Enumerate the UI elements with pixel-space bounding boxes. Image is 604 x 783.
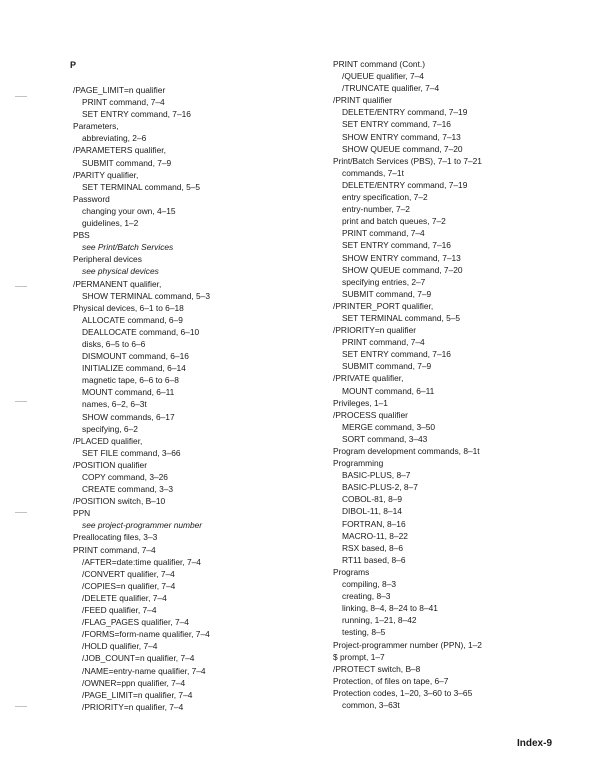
index-subentry: MACRO-11, 8–22 (342, 530, 408, 541)
index-subentry: SET ENTRY command, 7–16 (342, 240, 451, 251)
index-subentry: DEALLOCATE command, 6–10 (82, 326, 200, 337)
index-entry: /PRIVATE qualifier, (333, 373, 404, 384)
page-number: Index-9 (517, 738, 553, 749)
index-subentry: specifying entries, 2–7 (342, 276, 426, 287)
index-subentry: entry-number, 7–2 (342, 204, 410, 215)
index-subentry: DELETE/ENTRY command, 7–19 (342, 107, 468, 118)
index-subentry: INITIALIZE command, 6–14 (82, 363, 186, 374)
index-subentry: SET ENTRY command, 7–16 (342, 119, 451, 130)
index-subentry: /DELETE qualifier, 7–4 (82, 592, 167, 603)
index-entry: Protection, of files on tape, 6–7 (333, 675, 449, 686)
scan-mark (15, 96, 27, 97)
index-subentry: PRINT command, 7–4 (342, 337, 425, 348)
index-subentry: specifying, 6–2 (82, 423, 138, 434)
index-subentry: SUBMIT command, 7–9 (342, 361, 432, 372)
index-subentry: BASIC-PLUS, 8–7 (342, 470, 411, 481)
index-entry: Peripheral devices (73, 254, 142, 265)
index-entry: Programs (333, 566, 370, 577)
scan-mark (15, 706, 27, 707)
index-subentry: COPY command, 3–26 (82, 472, 168, 482)
index-subentry: SHOW ENTRY command, 7–13 (342, 252, 461, 263)
index-entry: Privileges, 1–1 (333, 397, 388, 408)
index-subentry: running, 1–21, 8–42 (342, 615, 417, 626)
index-entry: /PRINT qualifier (333, 95, 392, 106)
index-entry: Program development commands, 8–1t (333, 446, 480, 456)
index-subentry: SUBMIT command, 7–9 (342, 288, 432, 299)
index-subentry: linking, 8–4, 8–24 to 8–41 (342, 603, 438, 614)
index-subentry: testing, 8–5 (342, 627, 386, 638)
index-subentry: SET ENTRY command, 7–16 (342, 349, 451, 360)
index-subentry: see physical devices (82, 266, 159, 277)
index-entry: Preallocating files, 3–3 (73, 532, 158, 543)
index-subentry: MOUNT command, 6–11 (342, 385, 435, 396)
index-subentry: disks, 6–5 to 6–6 (82, 338, 146, 349)
index-subentry: common, 3–63t (342, 699, 400, 710)
index-entry: PRINT command, 7–4 (73, 544, 156, 555)
index-subentry: print and batch queues, 7–2 (342, 216, 446, 227)
index-subentry: SHOW QUEUE command, 7–20 (342, 143, 463, 154)
index-entry: Project-programmer number (PPN), 1–2 (333, 639, 482, 650)
index-subentry: /CONVERT qualifier, 7–4 (82, 568, 175, 579)
index-subentry: SHOW QUEUE command, 7–20 (342, 264, 463, 275)
index-entry: /PARAMETERS qualifier, (73, 145, 166, 156)
index-subentry: magnetic tape, 6–6 to 6–8 (82, 375, 179, 386)
index-subentry: /FLAG_PAGES qualifier, 7–4 (82, 617, 189, 628)
index-subentry: /JOB_COUNT=n qualifier, 7–4 (82, 653, 195, 664)
index-subentry: PRINT command, 7–4 (342, 228, 425, 239)
index-entry: /PRINTER_PORT qualifier, (333, 300, 434, 311)
index-entry: Protection codes, 1–20, 3–60 to 3–65 (333, 687, 473, 698)
index-subentry: SET TERMINAL command, 5–5 (82, 181, 201, 192)
index-subentry: DELETE/ENTRY command, 7–19 (342, 179, 468, 190)
index-subentry: see project-programmer number (82, 520, 203, 531)
index-subentry: MOUNT command, 6–11 (82, 387, 175, 398)
index-entry: Print/Batch Services (PBS), 7–1 to 7–21 (333, 155, 482, 166)
index-entry: /PROCESS qualifier (333, 409, 408, 420)
index-subentry: /AFTER=date:time qualifier, 7–4 (82, 556, 201, 567)
index-entry: $ prompt, 1–7 (333, 651, 385, 662)
index-subentry: BASIC-PLUS-2, 8–7 (342, 482, 418, 493)
index-subentry: guidelines, 1–2 (82, 218, 139, 229)
index-subentry: DIBOL-11, 8–14 (342, 506, 402, 517)
index-subentry: CREATE command, 3–3 (82, 484, 174, 495)
index-subentry: PRINT command, 7–4 (82, 97, 165, 108)
index-subentry: names, 6–2, 6–3t (82, 399, 147, 410)
index-subentry: DISMOUNT command, 6–16 (82, 351, 189, 362)
index-entry: PRINT command (Cont.) (333, 59, 425, 69)
index-entry: /PLACED qualifier, (73, 435, 143, 446)
index-entry: Physical devices, 6–1 to 6–18 (73, 302, 184, 313)
index-subentry: abbreviating, 2–6 (82, 133, 147, 144)
index-subentry: /FEED qualifier, 7–4 (82, 605, 157, 616)
index-subentry: COBOL-81, 8–9 (342, 494, 403, 505)
index-subentry: SHOW TERMINAL command, 5–3 (82, 290, 210, 301)
index-subentry: SUBMIT command, 7–9 (82, 157, 172, 168)
index-subentry: compiling, 8–3 (342, 579, 397, 590)
index-subentry: commands, 7–1t (342, 167, 404, 178)
index-entry: PPN (73, 508, 91, 519)
index-entry: /POSITION qualifier (73, 459, 148, 470)
index-entry: /PERMANENT qualifier, (73, 278, 162, 289)
index-subentry: /HOLD qualifier, 7–4 (82, 641, 158, 652)
index-subentry: SET ENTRY command, 7–16 (82, 109, 191, 120)
index-entry: /PRIORITY=n qualifier (333, 325, 417, 336)
index-subentry: RT11 based, 8–6 (342, 554, 406, 565)
scan-mark (15, 286, 27, 287)
index-subentry: SHOW commands, 6–17 (82, 411, 175, 422)
index-entry: Parameters, (73, 121, 119, 132)
index-entry: /PAGE_LIMIT=n qualifier (73, 85, 166, 95)
index-subentry: /TRUNCATE qualifier, 7–4 (342, 83, 440, 94)
index-subentry: creating, 8–3 (342, 591, 391, 602)
index-subentry: SET TERMINAL command, 5–5 (342, 312, 461, 323)
index-subentry: SET FILE command, 3–66 (82, 447, 181, 458)
index-entry: Password (73, 193, 110, 204)
index-subentry: /PAGE_LIMIT=n qualifier, 7–4 (82, 689, 193, 700)
index-subentry: MERGE command, 3–50 (342, 421, 436, 432)
index-subentry: see Print/Batch Services (82, 242, 174, 253)
index-subentry: /COPIES=n qualifier, 7–4 (82, 580, 176, 591)
index-column-right (333, 58, 482, 711)
index-entry: /PROTECT switch, B–8 (333, 663, 421, 674)
index-subentry: RSX based, 8–6 (342, 542, 403, 553)
scan-mark (15, 401, 27, 402)
index-subentry: /NAME=entry-name qualifier, 7–4 (82, 665, 206, 676)
index-subentry: /PRIORITY=n qualifier, 7–4 (82, 701, 184, 712)
index-entry: PBS (73, 230, 90, 241)
index-subentry: /QUEUE qualifier, 7–4 (342, 71, 424, 82)
scan-mark (15, 512, 27, 513)
index-subentry: SORT command, 3–43 (342, 433, 428, 444)
index-subentry: /FORMS=form-name qualifier, 7–4 (82, 629, 210, 640)
index-subentry: /OWNER=ppn qualifier, 7–4 (82, 677, 186, 688)
index-subentry: FORTRAN, 8–16 (342, 518, 406, 529)
index-subentry: entry specification, 7–2 (342, 192, 428, 203)
index-subentry: ALLOCATE command, 6–9 (82, 314, 183, 325)
index-entry: /POSITION switch, B–10 (73, 496, 166, 507)
section-letter: P (70, 60, 77, 70)
index-subentry: changing your own, 4–15 (82, 205, 176, 216)
index-entry: Programming (333, 458, 384, 469)
index-subentry: SHOW ENTRY command, 7–13 (342, 131, 461, 142)
index-entry: /PARITY qualifier, (73, 169, 139, 180)
index-column-left (73, 84, 210, 713)
